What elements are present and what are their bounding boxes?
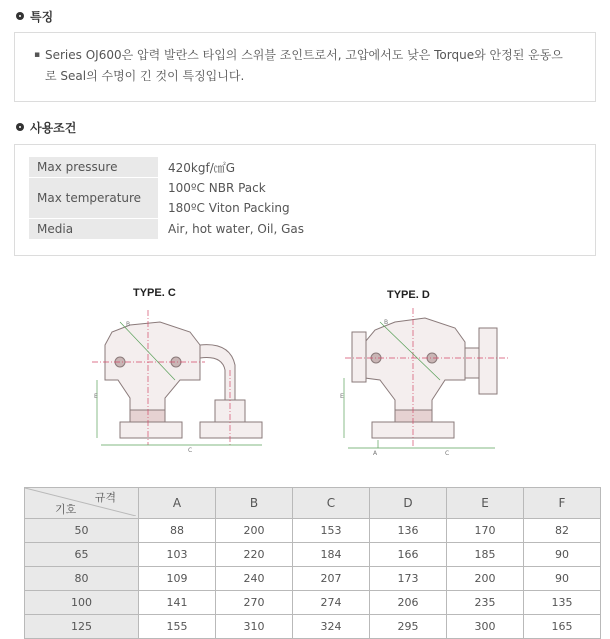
dim-label-b-c: B	[126, 321, 131, 328]
spec-corner-cell	[25, 488, 139, 519]
spec-col-header: B	[216, 488, 293, 519]
dim-label-a-d: A	[373, 450, 378, 457]
bullet-icon	[16, 12, 24, 20]
table-cell: 200	[447, 567, 524, 591]
type-d-label: TYPE. D	[387, 289, 430, 301]
table-cell: 153	[293, 519, 370, 543]
condition-value: 100ºC NBR Pack	[168, 180, 266, 195]
table-row	[25, 519, 601, 543]
diagonal-line-icon	[25, 488, 136, 516]
spec-col-header: F	[524, 488, 601, 519]
spec-col-header: C	[293, 488, 370, 519]
dim-label-e-c: E	[94, 393, 98, 400]
row-size-label: 125	[25, 615, 139, 639]
table-cell: 295	[370, 615, 447, 639]
table-cell: 207	[293, 567, 370, 591]
table-cell: 103	[139, 543, 216, 567]
features-title: 특징	[30, 10, 54, 24]
table-cell: 200	[216, 519, 293, 543]
row-size-label: 80	[25, 567, 139, 591]
table-cell: 274	[293, 591, 370, 615]
condition-value: 420kgf/㎠G	[168, 160, 236, 175]
type-d-drawing	[352, 318, 497, 438]
table-cell: 90	[524, 543, 601, 567]
bullet-dot-icon: ▪	[34, 50, 41, 60]
features-text: Series OJ600은 압력 발란스 타입의 스위블 조인트로서, 고압에서도 낮은 Torque와 안정된 운동으로 Seal의 수명이 긴 것이 특징입니다.	[45, 48, 563, 83]
table-cell: 300	[447, 615, 524, 639]
table-cell: 90	[524, 567, 601, 591]
header-symbol-label: 기호	[55, 503, 77, 516]
condition-key: Max pressure	[29, 157, 158, 178]
conditions-title: 사용조건	[30, 121, 77, 135]
swivel-joint-drawings	[0, 270, 610, 470]
table-row	[25, 543, 601, 567]
type-c-label: TYPE. C	[133, 287, 176, 299]
table-cell: 235	[447, 591, 524, 615]
condition-row	[29, 157, 304, 178]
condition-key: Media	[29, 219, 158, 240]
conditions-table	[29, 157, 304, 240]
row-size-label: 65	[25, 543, 139, 567]
row-size-label: 100	[25, 591, 139, 615]
table-cell: 165	[524, 615, 601, 639]
header-spec-label: 규격	[94, 491, 116, 504]
table-cell: 220	[216, 543, 293, 567]
conditions-box	[14, 144, 596, 256]
condition-value: Air, hot water, Oil, Gas	[168, 222, 305, 236]
table-row	[25, 591, 601, 615]
table-cell: 173	[370, 567, 447, 591]
features-box	[14, 32, 596, 102]
dim-label-e-d: E	[340, 393, 344, 400]
conditions-heading	[16, 119, 76, 136]
spec-col-header: A	[139, 488, 216, 519]
features-text-block	[34, 45, 565, 87]
condition-row	[29, 178, 304, 199]
spec-col-header: E	[447, 488, 524, 519]
row-size-label: 50	[25, 519, 139, 543]
dim-label-c-c: C	[188, 447, 193, 454]
table-cell: 136	[370, 519, 447, 543]
table-row	[25, 615, 601, 639]
dim-label-c-d: C	[445, 450, 450, 457]
spec-header-row	[25, 488, 601, 519]
type-c-drawing	[105, 322, 262, 438]
table-cell: 240	[216, 567, 293, 591]
table-cell: 109	[139, 567, 216, 591]
table-cell: 310	[216, 615, 293, 639]
table-cell: 141	[139, 591, 216, 615]
table-cell: 82	[524, 519, 601, 543]
table-cell: 270	[216, 591, 293, 615]
table-cell: 166	[370, 543, 447, 567]
table-cell: 88	[139, 519, 216, 543]
table-cell: 206	[370, 591, 447, 615]
dim-label-b-d: B	[384, 319, 389, 326]
bullet-icon	[16, 123, 24, 131]
condition-row	[29, 219, 304, 240]
table-cell: 185	[447, 543, 524, 567]
condition-value: 180ºC Viton Packing	[168, 201, 290, 216]
table-cell: 170	[447, 519, 524, 543]
features-heading	[16, 8, 53, 25]
table-cell: 324	[293, 615, 370, 639]
table-cell: 155	[139, 615, 216, 639]
spec-col-header: D	[370, 488, 447, 519]
table-row	[25, 567, 601, 591]
spec-table	[24, 487, 601, 639]
table-cell: 184	[293, 543, 370, 567]
condition-key: Max temperature	[29, 178, 158, 219]
table-cell: 135	[524, 591, 601, 615]
